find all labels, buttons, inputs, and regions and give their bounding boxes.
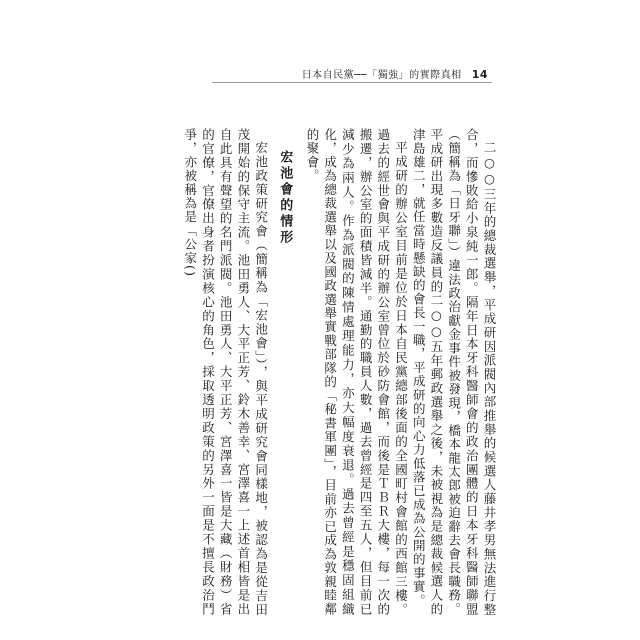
section-heading: 宏池會的情形 [277,150,293,246]
section-spacer [293,128,303,616]
book-title: 日本自民黨──「獨強」的實際真相 [301,70,462,81]
paragraph: 平成研的辦公室目前是位於日本自民黨總部後面的全國町村會館的西館三樓。過去的經世會與平成研的辦公室曾位於砂防會館，而後是ＴＢＲ大樓，每一次的搬遷，辦公室的面積皆減半。通勤的職員人數，過去曾經是四至五人，但目前已減少為兩人。作為派閥的陳情處理能力，亦大幅度衰退。過去曾經是穩固組織化，成為總裁選舉以及國政選舉實戰部隊的「秘書軍團」，目前亦已成為敦親睦鄰的聚會。 [304,128,409,616]
vertical-body-text [148,128,498,616]
paragraph: 宏池政策研究會（簡稱為「宏池會」），與平成研究會同樣地，被認為是從吉田茂開始的保守主流。池田勇人、大平正芳、鈴木善幸、宮澤喜一上述首相皆是出自此具有聲望的名門派閥。池田勇人、大平正芳、宮澤喜一皆是大藏（財務）省的官僚，官僚出身者扮演核心的角色，採取透明政策的另外一面是不擅長政治鬥爭，亦被稱為是「公家() [182,128,269,616]
header-rule [212,82,492,83]
paragraph: 二○○三年的總裁選舉，平成研因派閥內部推舉的候選人藤井孝男無法進行整合，而慘敗給小泉純一郎。隔年日本牙科醫師會的政治團體的日本牙科醫師聯盟（簡稱為「日牙聯」）違法政治獻金事件被發現，橋本龍太郎被迫辭去會長職務。平成研出現多數造反議員的二○○五年郵政選舉之後，未被視為是總裁候選人的津島雄二，就任當時懸缺的會長一職，平成研的向心力低落已成為公開的事實。 [411,128,497,616]
page-number: 14 [471,68,488,81]
running-header [302,66,488,81]
